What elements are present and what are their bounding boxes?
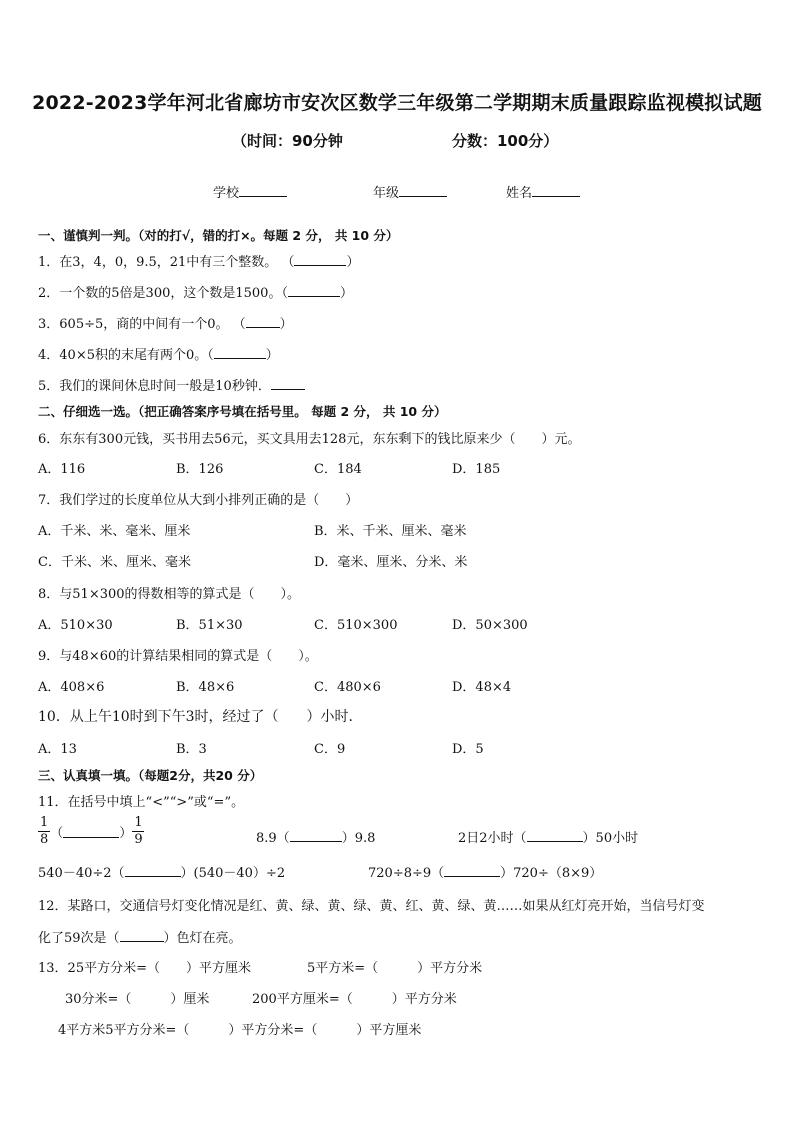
option-9d[interactable]: D．48×4 <box>452 680 512 695</box>
compare-fractions: $\frac{1}{8}$ （ ） $\frac{1}{9}$ <box>40 815 143 847</box>
question-13-d: 200平方厘米=（ ）平方分米 <box>252 992 457 1007</box>
question-13-e: 4平方米5平方分米=（ ）平方分米=（ ）平方厘米 <box>58 1023 422 1038</box>
fraction-1-8: $\frac{1}{8}$ <box>40 815 49 847</box>
option-8b[interactable]: B．51×30 <box>176 618 243 633</box>
option-7d[interactable]: D．毫米、厘米、分米、米 <box>314 555 468 570</box>
option-6b[interactable]: B．126 <box>176 462 224 477</box>
exam-score: 分数：100分） <box>452 132 559 150</box>
question-10: 10．从上午10时到下午3时，经过了（ ）小时. <box>38 709 353 725</box>
option-8a[interactable]: A．510×30 <box>38 618 113 633</box>
option-7a[interactable]: A．千米、米、毫米、厘米 <box>38 524 191 539</box>
option-8d[interactable]: D．50×300 <box>452 618 528 633</box>
answer-blank-4[interactable] <box>214 346 266 359</box>
question-11: 11．在括号中填上“<”“>”或“=”。 <box>38 795 245 810</box>
option-10d[interactable]: D．5 <box>452 742 484 757</box>
option-6a[interactable]: A．116 <box>38 462 86 477</box>
answer-blank-1[interactable] <box>294 253 346 266</box>
name-field[interactable] <box>506 182 580 201</box>
option-8c[interactable]: C．510×300 <box>314 618 398 633</box>
school-field[interactable] <box>213 182 287 201</box>
compare-blank-3[interactable] <box>527 829 583 842</box>
question-13-c: 30分米=（ ）厘米 <box>65 992 210 1007</box>
school-label: 学校 <box>213 186 240 201</box>
question-12-line-1: 12．某路口，交通信号灯变化情况是红、黄、绿、黄、绿、黄、红、黄、绿、黄……如果从红灯亮开始，当信号灯变 <box>38 899 705 914</box>
compare-time: 2日2小时（ ）50小时 <box>458 831 639 846</box>
option-10a[interactable]: A．13 <box>38 742 77 757</box>
exam-time: （时间：90分钟 <box>232 132 343 150</box>
option-9c[interactable]: C．480×6 <box>314 680 381 695</box>
grade-label: 年级 <box>373 186 400 201</box>
option-10c[interactable]: C．9 <box>314 742 346 757</box>
grade-field[interactable] <box>373 182 447 201</box>
compare-blank-5[interactable] <box>444 864 500 877</box>
answer-blank-5[interactable] <box>271 377 305 390</box>
option-7c[interactable]: C．千米、米、厘米、毫米 <box>38 555 191 570</box>
question-4: 4．40×5积的末尾有两个0。（ ） <box>38 348 279 363</box>
answer-blank-3[interactable] <box>246 315 280 328</box>
question-1: 1．在3，4，0，9.5，21中有三个整数。 （ ） <box>38 255 360 270</box>
question-13-a: 13．25平方分米=（ ）平方厘米 <box>38 961 251 976</box>
section-heading-fill: 三、认真填一填。（每题2分，共20 分） <box>38 768 263 783</box>
fraction-1-9: $\frac{1}{9}$ <box>134 815 143 847</box>
option-9b[interactable]: B．48×6 <box>176 680 235 695</box>
question-7: 7．我们学过的长度单位从大到小排列正确的是（ ） <box>38 493 359 508</box>
option-9a[interactable]: A．408×6 <box>38 680 105 695</box>
question-6: 6．东东有300元钱，买书用去56元，买文具用去128元，东东剩下的钱比原来少（ ）元。 <box>38 432 581 447</box>
question-9: 9．与48×60的计算结果相同的算式是（ ）。 <box>38 649 318 664</box>
question-2: 2．一个数的5倍是300，这个数是1500。（ ） <box>38 286 353 301</box>
compare-blank-1[interactable] <box>63 825 119 838</box>
answer-blank-2[interactable] <box>288 284 340 297</box>
compare-blank-4[interactable] <box>125 864 181 877</box>
option-10b[interactable]: B．3 <box>176 742 207 757</box>
page-title: 2022-2023学年河北省廊坊市安次区数学三年级第二学期期末质量跟踪监视模拟试题 <box>32 92 762 114</box>
name-label: 姓名 <box>506 186 533 201</box>
compare-expression-1: 540－40÷2（ ）(540－40）÷2 <box>38 866 286 881</box>
question-5: 5．我们的课间休息时间一般是10秒钟． <box>38 375 305 394</box>
compare-decimals: 8.9（ ）9.8 <box>256 831 376 846</box>
compare-blank-2[interactable] <box>290 829 342 842</box>
section-heading-judge: 一、谨慎判一判。（对的打√，错的打×。每题 2 分， 共 10 分） <box>38 228 399 243</box>
option-6c[interactable]: C．184 <box>314 462 362 477</box>
question-12-line-2: 化了59次是（ ）色灯在亮。 <box>38 931 242 946</box>
option-7b[interactable]: B．米、千米、厘米、毫米 <box>314 524 467 539</box>
question-3: 3．605÷5，商的中间有一个0。 （ ） <box>38 317 293 332</box>
section-heading-choice: 二、仔细选一选。（把正确答案序号填在括号里。 每题 2 分， 共 10 分） <box>38 404 447 419</box>
option-6d[interactable]: D．185 <box>452 462 501 477</box>
question-13-b: 5平方米=（ ）平方分米 <box>307 961 483 976</box>
question-8: 8．与51×300的得数相等的算式是（ ）。 <box>38 587 301 602</box>
compare-expression-2: 720÷8÷9（ ）720÷（8×9） <box>368 866 603 881</box>
answer-blank-12[interactable] <box>120 929 164 942</box>
